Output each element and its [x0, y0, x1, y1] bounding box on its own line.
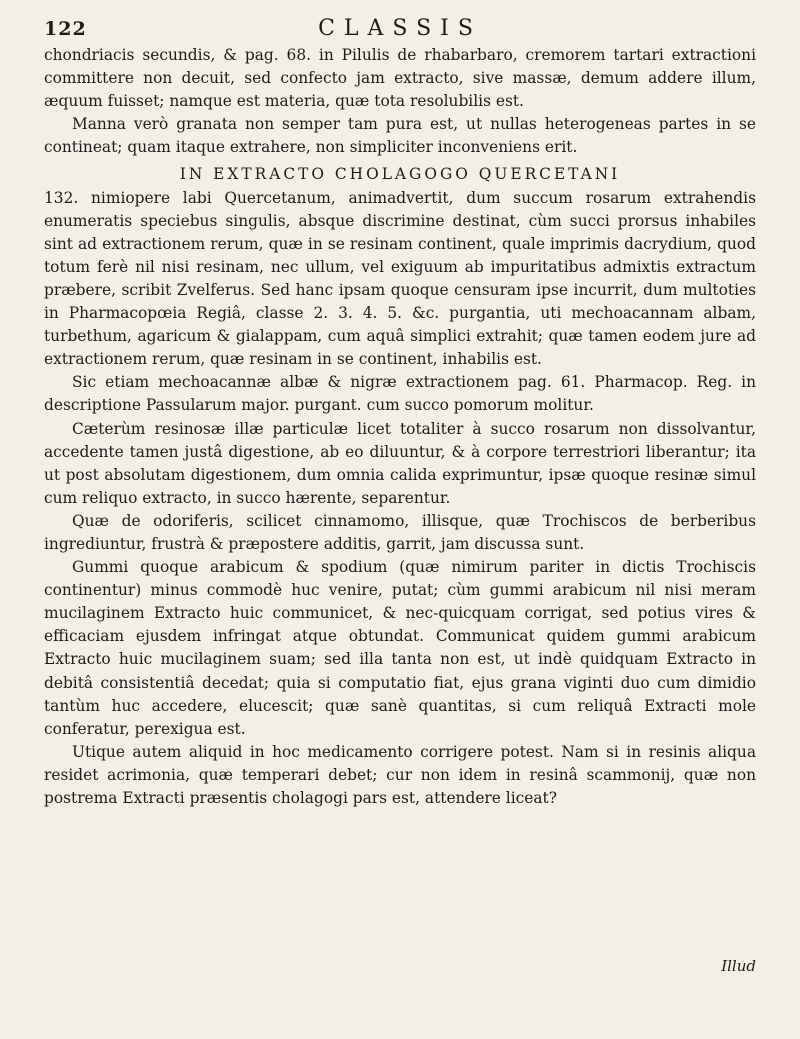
- paragraph-continuation: chondriacis secundis, & pag. 68. in Pilulis de rhabarbaro, cremorem tartari extractioni committere non decuit, sed confecto jam extracto, sive massæ, demum addere illum, æquum fuisset; namque est materia, quæ tota resolubilis est.: [44, 46, 756, 111]
- running-head: CLASSIS: [318, 16, 482, 41]
- paragraph-caeterum: Cæterùm resinosæ illæ particulæ licet totaliter à succo rosarum non dissolvantur, accedente tamen justâ digestione, ab eo diluuntur, & à corpore terrestriori liberantur; ita ut post absolutam digestionem, dum omnia calida exprimuntur, ipsæ quoque resinæ simul cum reliquo extracto, in succo hærente, separentur.: [44, 419, 756, 507]
- paragraph-sic-etiam: Sic etiam mechoacannæ albæ & nigræ extractionem pag. 61. Pharmacop. Reg. in descriptione Passularum major. purgant. cum succo pomorum molitur.: [44, 373, 756, 415]
- page-header: [44, 14, 756, 44]
- text-block: [44, 44, 756, 810]
- paragraph-utique: Utique autem aliquid in hoc medicamento corrigere potest. Nam si in resinis aliqua residet acrimonia, quæ temperari debet; cur non idem in resinâ scammonij, quæ non postrema Extracti præsentis cholagogi pars est, attendere liceat?: [44, 742, 756, 807]
- section-title: IN EXTRACTO CHOLAGOGO QUERCETANI: [179, 165, 621, 184]
- paragraph-manna: Manna verò granata non semper tam pura est, ut nullas heterogeneas partes in se contineat; quam itaque extrahere, non simpliciter inconveniens erit.: [44, 115, 756, 157]
- section-first-paragraph: nimiopere labi Quercetanum, animadvertit, dum succum rosarum extrahendis enumeratis speciebus singulis, absque discrimine destinat, cùm succi prorsus inhabiles sint ad extractionem rerum, quæ in se resinam continent, quale imprimis dacrydium, quod totum ferè nil nisi resinam, nec ullum, vel exiguum ab impuritatibus admixtis extractum præbere, scribit Zvelferus. Sed hanc ipsam quoque censuram ipse incurrit, dum multoties in Pharmacopœia Regiâ, classe 2. 3. 4. 5. &c. purgantia, uti mechoacannam albam, turbethum, agaricum & gialappam, cum aquâ simplici extrahit; quæ tamen eodem jure ad extractionem rerum, quæ resinam in se continent, inhabilis est.: [44, 188, 756, 369]
- catchword: Illud: [721, 957, 756, 975]
- paragraph-section-start: [44, 187, 756, 372]
- paragraph-odoriferis: Quæ de odoriferis, scilicet cinnamomo, illisque, quæ Trochiscos de berberibus ingrediuntur, frustrà & præpostere additis, garrit, jam discussa sunt.: [44, 511, 756, 553]
- page-number: 122: [44, 18, 87, 40]
- paragraph-number: 132.: [44, 188, 79, 207]
- paragraph-gummi: Gummi quoque arabicum & spodium (quæ nimirum pariter in dictis Trochiscis continentur) minus commodè huc venire, putat; cùm gummi arabicum nil nisi meram mucilaginem Extracto huic communicet, & nec-quicquam corrigat, sed potius vires & efficaciam ejusdem infringat atque obtundat. Communicat quidem gummi arabicum Extracto huic mucilaginem suam; sed illa tanta non est, ut indè quidquam Extracto in debitâ consistentiâ decedat; quia si computatio fiat, ejus grana viginti duo cum dimidio tantùm huc accedere, elucescit; quæ sanè quantitas, si cum reliquâ Extracti mole conferatur, perexigua est.: [44, 558, 756, 738]
